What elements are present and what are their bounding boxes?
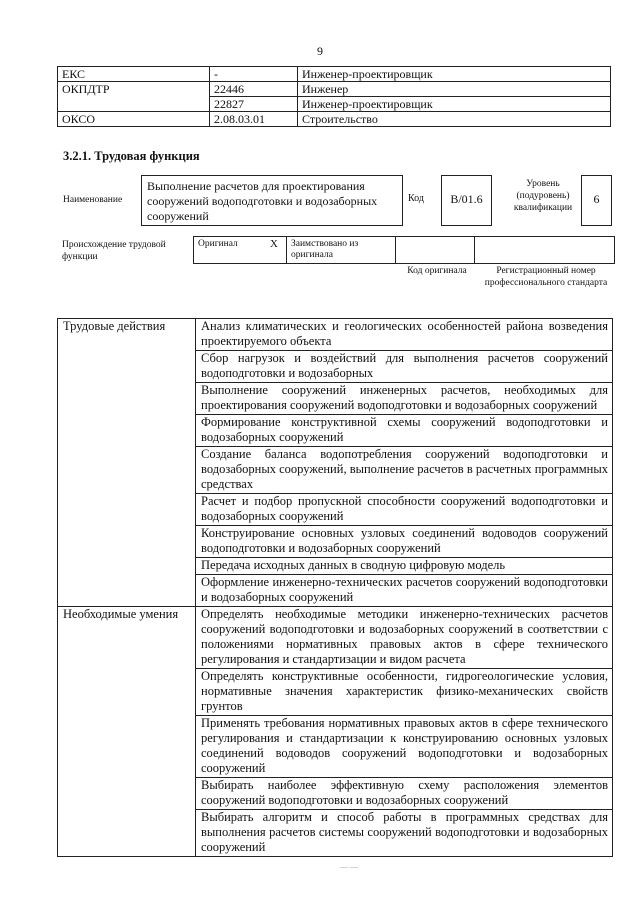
table-row	[58, 319, 613, 351]
labor-actions-item: Конструирование основных узловых соединений водоводов сооружений водоподготовки и водозаборных сооружений	[196, 526, 613, 558]
labor-actions-item: Анализ климатических и геологических особенностей района возведения проектируемого объекта	[196, 319, 613, 351]
labor-actions-label: Трудовые действия	[58, 319, 196, 607]
classifier-code: -	[210, 67, 298, 82]
labor-actions-item: Сбор нагрузок и воздействий для выполнения расчетов сооружений водоподготовки и водозаборных	[196, 351, 613, 383]
table-row	[58, 67, 611, 82]
original-label: Оригинал	[194, 237, 267, 264]
skills-item: Выбирать наиболее эффективную схему расположения элементов сооружений водоподготовки и водозаборных сооружений	[196, 778, 613, 810]
classifier-code: 22446	[210, 82, 298, 97]
function-code-label: Код	[408, 193, 424, 204]
classifier-title: Строительство	[298, 112, 611, 127]
skills-item: Определять конструктивные особенности, гидрогеологические условия, нормативные значения характеристик физико-механических свойств грунтов	[196, 669, 613, 716]
function-name-label: Наименование	[63, 195, 123, 205]
classifier-title: Инженер	[298, 82, 611, 97]
classifier-code: 22827	[210, 97, 298, 112]
classifier-title: Инженер-проектировщик	[298, 97, 611, 112]
function-details-table	[57, 318, 613, 857]
skills-item: Определять необходимые методики инженерно-технических расчетов сооружений водоподготовки и водозаборных сооружений в соответствии с положениями нормативных правовых актов в сфере технического регулирования и стандартизации и видом расчета	[196, 607, 613, 669]
reg-number-caption: Регистрационный номер профессионального стандарта	[484, 266, 608, 288]
labor-actions-item: Выполнение сооружений инженерных расчетов, необходимых для проектирования сооружений водоподготовки и водозаборных сооружений	[196, 383, 613, 415]
labor-actions-item: Формирование конструктивной схемы сооружений водоподготовки и водозаборных сооружений	[196, 415, 613, 447]
labor-actions-item: Передача исходных данных в сводную цифровую модель	[196, 558, 613, 575]
skills-item: Применять требования нормативных правовых актов в сфере технического регулирования и стандартизации к конструированию основных узловых соединений водоводов сооружений водоподготовки и водозаборных сооружений	[196, 716, 613, 778]
section-title: 3.2.1. Трудовая функция	[63, 149, 200, 163]
origin-label: Происхождение трудовой функции	[62, 240, 166, 262]
code-original-caption: Код оригинала	[407, 266, 467, 276]
classifier-name: ОКПДТР	[58, 82, 210, 112]
skills-item: Выбирать алгоритм и способ работы в программных средствах для выполнения расчетов системы сооружений водоподготовки и водозаборных сооружений	[196, 810, 613, 857]
skills-label: Необходимые умения	[58, 607, 196, 857]
table-row	[194, 237, 615, 264]
function-code: B/01.6	[441, 175, 492, 226]
table-row	[58, 607, 613, 669]
classifier-name: ЕКС	[58, 67, 210, 82]
table-row	[58, 112, 611, 127]
labor-actions-item: Оформление инженерно-технических расчетов сооружений водоподготовки и водозаборных сооружений	[196, 575, 613, 607]
table-row	[58, 82, 611, 97]
classifier-title: Инженер-проектировщик	[298, 67, 611, 82]
classifier-code: 2.08.03.01	[210, 112, 298, 127]
function-name: Выполнение расчетов для проектирования сооружений водоподготовки и водозаборных сооружений	[141, 175, 403, 226]
original-code-cell	[396, 237, 475, 264]
labor-actions-item: Создание баланса водопотребления сооружений водоподготовки и водозаборных сооружений, выполнение расчетов в расчетных программных средствах	[196, 447, 613, 494]
footer-mark: — —	[340, 862, 358, 871]
classifier-name: ОКСО	[58, 112, 210, 127]
classification-table	[57, 66, 611, 127]
original-mark: X	[266, 237, 287, 264]
qualification-level-label: Уровень (подуровень) квалификации	[513, 179, 573, 213]
page-number: 9	[317, 44, 323, 58]
qualification-level: 6	[581, 175, 612, 226]
origin-table	[193, 236, 615, 264]
reg-number-cell	[475, 237, 615, 264]
borrowed-label: Заимствовано из оригинала	[287, 237, 396, 264]
labor-actions-item: Расчет и подбор пропускной способности сооружений водоподготовки и водозаборных сооружений	[196, 494, 613, 526]
